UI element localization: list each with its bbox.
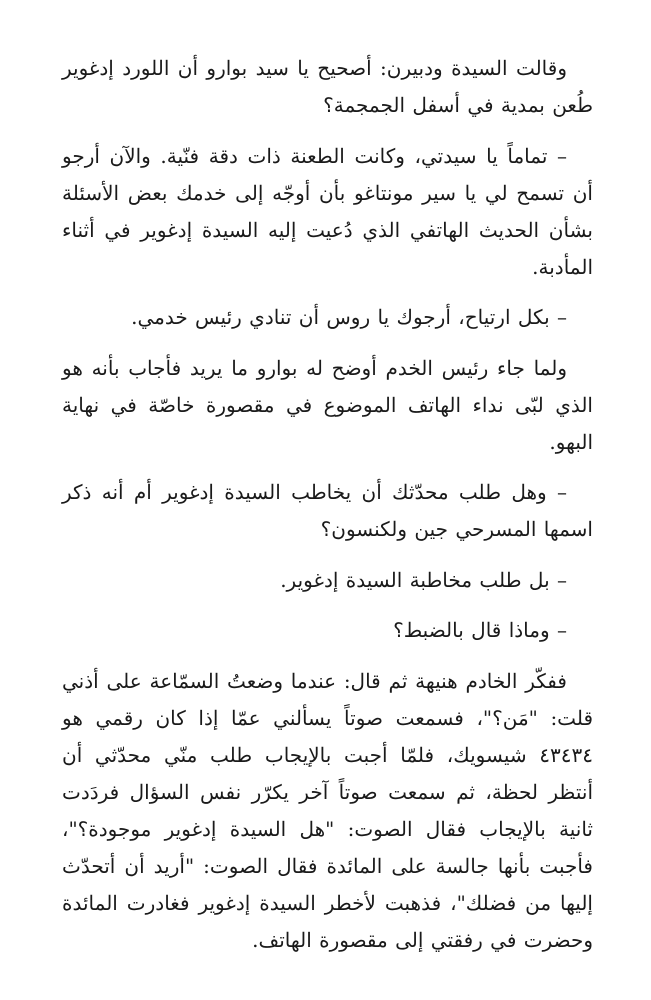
page-body-text (62, 50, 593, 959)
paragraph: ولما جاء رئيس الخدم أوضح له بوارو ما يريد فأجاب بأنه هو الذي لبّى نداء الهاتف الموضوع في مقصورة خاصّة في نهاية البهو. (62, 355, 593, 454)
paragraph: – تماماً يا سيدتي، وكانت الطعنة ذات دقة فنّية. والآن أرجو أن تسمح لي يا سير مونتاغو بأن أوجّه إلى خدمك بعض الأسئلة بشأن الحديث الهاتفي الذي دُعيت إليه السيدة إدغوير في أثناء المأدبة. (62, 143, 593, 279)
paragraph: – بل طلب مخاطبة السيدة إدغوير. (280, 567, 567, 592)
paragraph: وقالت السيدة ودبيرن: أصحيح يا سيد بوارو أن اللورد إدغوير طُعن بمدية في أسفل الجمجمة؟ (62, 56, 593, 117)
paragraph: – وهل طلب محدّثك أن يخاطب السيدة إدغوير أم أنه ذكر اسمها المسرحي جين ولكنسون؟ (62, 480, 593, 541)
paragraph: – بكل ارتياح، أرجوك يا روس أن تنادي رئيس خدمي. (131, 305, 567, 329)
paragraph: – وماذا قال بالضبط؟ (393, 618, 567, 642)
paragraph: ففكّر الخادم هنيهة ثم قال: عندما وضعتُ السمّاعة على أذني قلت: "مَن؟"، فسمعت صوتاً يسألني عمّا إذا كان رقمي هو ٤٣٤٣٤ شيسويك، فلمّا أجبت بالإيجاب طلب منّي محدّثي أن أنتظر لحظة، ثم سمعت صوتاً آخر يكرّر نفس السؤال فردَدت ثانية بالإيجاب فقال الصوت: "هل السيدة إدغوير موجودة؟"، فأجبت بأنها جالسة على المائدة فقال الصوت: "أريد أن أتحدّث إليها من فضلك"، فذهبت لأخطر السيدة إدغوير فغادرت المائدة وحضرت في رفقتي إلى مقصورة الهاتف. (62, 668, 593, 952)
